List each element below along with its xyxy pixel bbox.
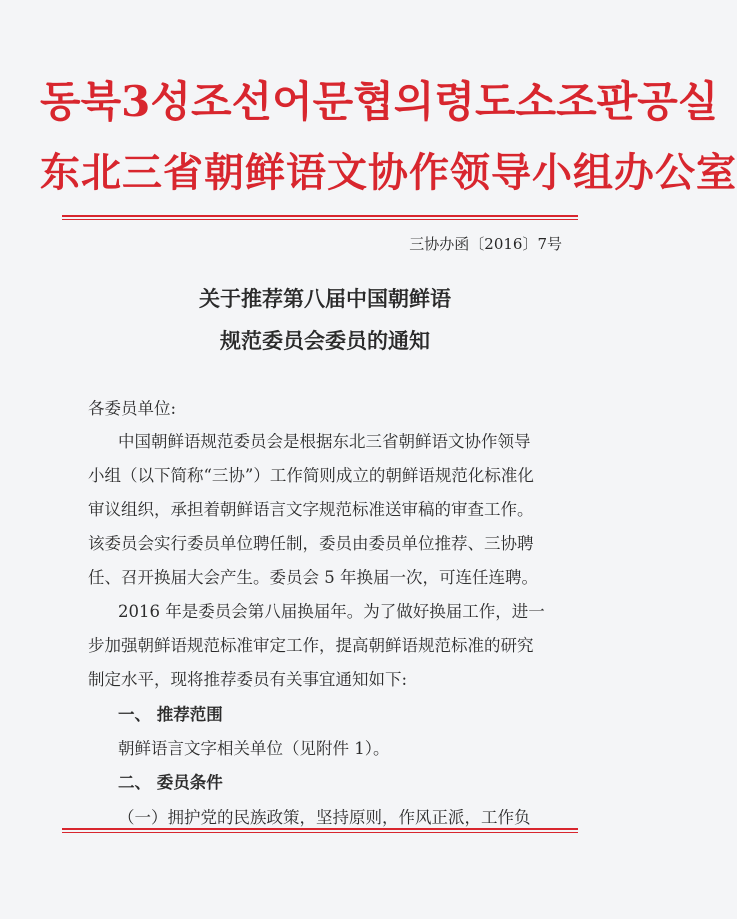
section-heading: 二、 委员条件 bbox=[118, 773, 223, 792]
letterhead-korean: 동북3성조선어문협의령도소조판공실 bbox=[40, 77, 719, 126]
body-line: 小组（以下简称“三协”）工作简则成立的朝鲜语规范化标准化 bbox=[88, 466, 534, 485]
letterhead-rule-bottom bbox=[62, 219, 578, 220]
title-line-1: 关于推荐第八届中国朝鲜语 bbox=[199, 286, 451, 311]
document-number: 三协办函〔2016〕7号 bbox=[409, 235, 562, 253]
salutation: 各委员单位: bbox=[88, 399, 177, 418]
body-line: 制定水平，现将推荐委员有关事宜通知如下: bbox=[88, 670, 408, 689]
letterhead-chinese: 东北三省朝鲜语文协作领导小组办公室 bbox=[40, 149, 737, 196]
body-line: 2016 年是委员会第八届换届年。为了做好换届工作，进一 bbox=[118, 602, 545, 621]
footer-rule-bottom bbox=[62, 832, 578, 833]
body-line: 任、召开换届大会产生。委员会 5 年换届一次，可连任连聘。 bbox=[88, 568, 538, 587]
body-line: 中国朝鲜语规范委员会是根据东北三省朝鲜语文协作领导 bbox=[118, 432, 531, 451]
footer-rule-top bbox=[62, 828, 578, 830]
body-line: 审议组织，承担着朝鲜语言文字规范标准送审稿的审查工作。 bbox=[88, 500, 534, 519]
title-line-2: 规范委员会委员的通知 bbox=[220, 328, 430, 353]
body-line: 该委员会实行委员单位聘任制，委员由委员单位推荐、三协聘 bbox=[88, 534, 534, 553]
body-line: 步加强朝鲜语规范标准审定工作，提高朝鲜语规范标准的研究 bbox=[88, 636, 534, 655]
letterhead-rule-top bbox=[62, 215, 578, 217]
section-heading: 一、 推荐范围 bbox=[118, 705, 223, 724]
body-line: （一）拥护党的民族政策，坚持原则，作风正派，工作负 bbox=[118, 808, 531, 827]
body-line: 朝鲜语言文字相关单位（见附件 1）。 bbox=[118, 739, 390, 758]
